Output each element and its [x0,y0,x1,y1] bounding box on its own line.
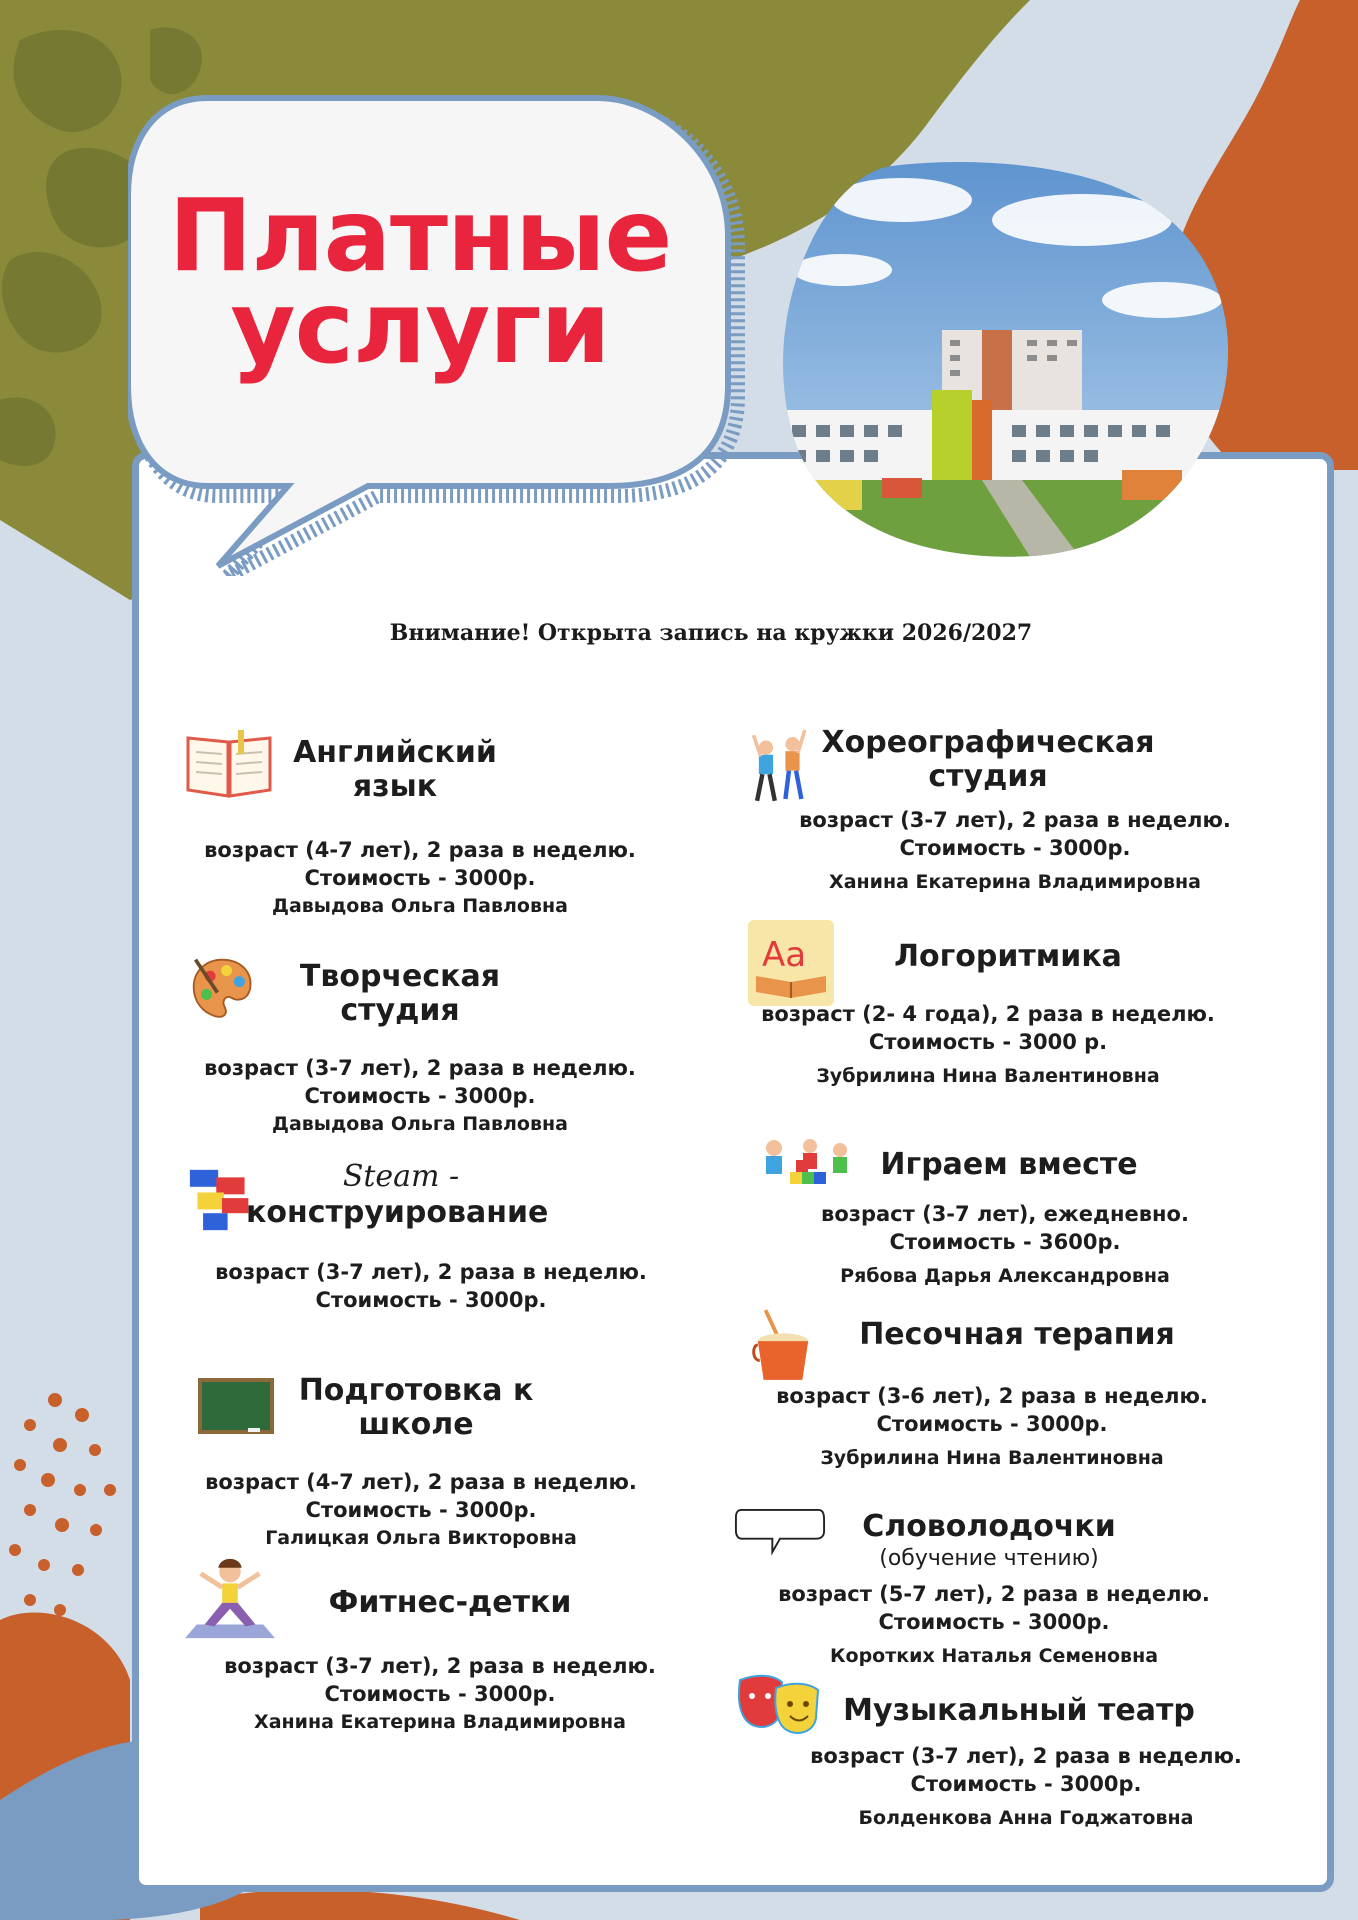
club-info: возраст (4-7 лет), 2 раза в неделю. Стоимость - 3000р. Галицкая Ольга Викторовна [205,1470,637,1549]
club-title: Фитнес-детки [328,1585,572,1620]
club-play-together [760,1136,1270,1296]
club-title: Английский язык [293,735,497,804]
club-info: возраст (3-7 лет), 2 раза в неделю. Стоимость - 3000р. Ханина Екатерина Владимировна [224,1654,656,1733]
club-choreography [750,720,1270,900]
kindergarten-photo [782,160,1234,560]
club-fitness-kids [180,1552,700,1742]
club-creative-studio [180,952,680,1142]
club-info: возраст (3-7 лет), 2 раза в неделю. Стоимость - 3000р. [215,1260,647,1312]
club-logorhythmics [748,920,1268,1100]
club-english [180,724,680,924]
club-info: возраст (3-7 лет), 2 раза в неделю. Стоимость - 3000р. Давыдова Ольга Павловна [204,1056,636,1135]
chalkboard-icon [196,1376,276,1436]
sand-bucket-icon [752,1306,814,1384]
club-title: Песочная терапия [859,1317,1175,1352]
club-title: Играем вместе [880,1147,1138,1182]
kids-playing-icon [760,1136,856,1192]
club-title: Хореографическая студия [821,725,1155,794]
dancers-icon [750,726,812,810]
club-info: возраст (3-7 лет), ежедневно. Стоимость - 3600р. Рябова Дарья Александровна [821,1202,1189,1287]
fitness-girl-icon [180,1556,280,1644]
club-info: возраст (5-7 лет), 2 раза в неделю. Стоимость - 3000р. Коротких Наталья Семеновна [778,1582,1210,1667]
club-steam-construction [186,1160,686,1320]
page-title: Платные услуги [168,177,672,386]
club-reading [734,1504,1274,1674]
club-info: возраст (3-6 лет), 2 раза в неделю. Стоимость - 3000р. Зубрилина Нина Валентиновна [776,1384,1208,1469]
club-info: возраст (3-7 лет), 2 раза в неделю. Стоимость - 3000р. Ханина Екатерина Владимировна [799,808,1231,893]
club-sand-therapy [752,1306,1272,1486]
club-school-prep [186,1372,686,1552]
club-info: возраст (4-7 лет), 2 раза в неделю. Стоимость - 3000р. Давыдова Ольга Павловна [204,838,636,917]
club-title: Логоритмика [894,939,1122,974]
club-title: Творческая студия [299,959,501,1028]
club-title: Словолодочки (обучение чтению) [862,1509,1116,1571]
theatre-masks-icon [736,1674,822,1740]
palette-icon [190,956,254,1020]
svg-text:Aa: Aa [762,935,807,975]
speech-bubble-icon [734,1508,826,1556]
club-info: возраст (3-7 лет), 2 раза в неделю. Стоимость - 3000р. Болденкова Анна Годжатовна [810,1744,1242,1829]
club-title: Подготовка к школе [298,1373,534,1442]
club-title: Музыкальный театр [843,1693,1195,1728]
alphabet-book-icon [748,920,834,1006]
club-info: возраст (2- 4 года), 2 раза в неделю. Стоимость - 3000 р. Зубрилина Нина Валентиновна [761,1002,1215,1087]
club-title: конструирование [246,1195,549,1230]
club-music-theatre [736,1674,1276,1854]
notice-text: Внимание! Открыта запись на кружки 2026/2027 [389,620,1033,646]
club-title-script: Steam - [342,1159,460,1194]
book-icon [184,730,274,800]
lego-icon [188,1164,254,1236]
